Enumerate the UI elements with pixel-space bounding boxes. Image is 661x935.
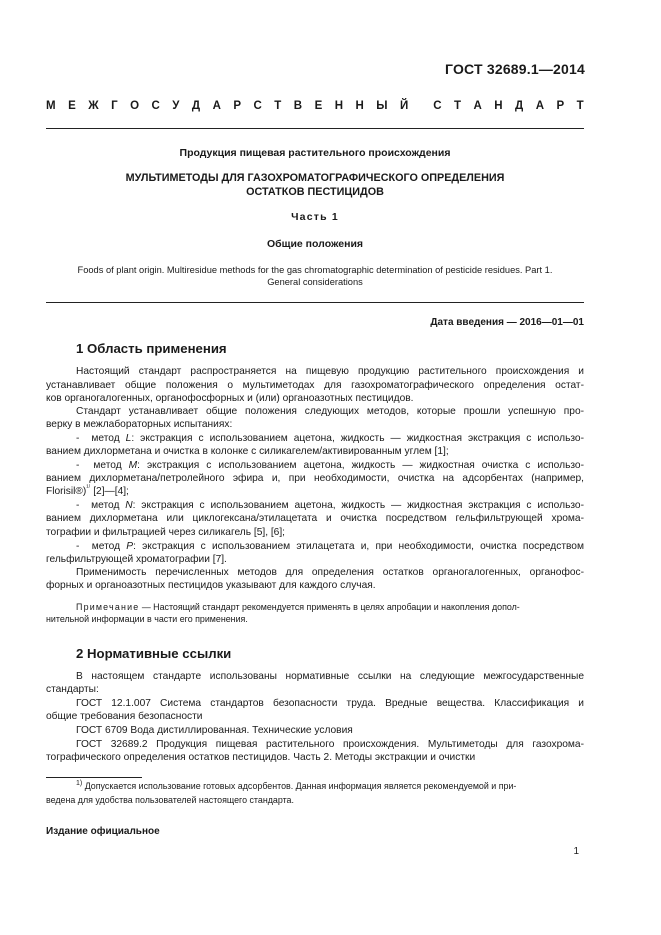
banner-letter: Т [453, 100, 462, 112]
banner-letter: Т [274, 100, 282, 112]
body-line: ков органогалогенных, органофосфорных и (или) органоазотных пестицидов. [46, 393, 414, 404]
banner-letter: Д [515, 100, 524, 112]
note-text: — Настоящий стандарт рекомендуется применять в целях апробации и накопления допол- [139, 602, 520, 612]
part-title: Общие положения [266, 238, 364, 250]
official-edition-label: Издание официальное [46, 826, 160, 837]
body-line: тографии и фильтрацией через силикагель [5], [6]; [46, 527, 286, 538]
body-line: гельфильтрующей хроматографии [7]. [46, 554, 227, 565]
banner-letter: Е [68, 100, 76, 112]
body-line: Применимость перечисленных методов для определения остатков органогалогенных, органофос- [76, 567, 584, 578]
body-line: общие требования безопасности [46, 711, 203, 722]
note-line-1 [76, 601, 584, 613]
banner-letter: Н [355, 100, 364, 112]
banner-letter: Ж [88, 100, 99, 112]
title-rule [46, 302, 584, 303]
footnote-marker: 1) [76, 780, 83, 788]
footnote-line-2: ведена для удобства пользователей настоящего стандарта. [46, 795, 294, 805]
english-title-line-2: General considerations [267, 277, 363, 287]
section-1-heading: 1 Область применения [76, 341, 227, 356]
interstate-standard-banner [46, 100, 584, 112]
banner-letter: У [172, 100, 180, 112]
banner-letter: Р [233, 100, 242, 112]
method-p-line: - метод P: экстракция с использованием этилацетата и, при необходимости, очистка посредством [76, 541, 584, 552]
banner-letter: Т [576, 100, 584, 112]
english-title-line-1: Foods of plant origin. Multiresidue methods for the gas chromatographic determination of pesticide residues. Part 1. [77, 265, 553, 275]
introduction-date: Дата введения — 2016—01—01 [430, 317, 584, 328]
body-line: стандарты: [46, 684, 99, 695]
banner-letter: Р [556, 100, 565, 112]
section-2-heading: 2 Нормативные ссылки [76, 646, 232, 661]
main-title-line-2: ОСТАТКОВ ПЕСТИЦИДОВ [246, 186, 384, 198]
note-line-2: нительной информации в части его применения. [46, 614, 248, 624]
florisil-line [46, 486, 584, 498]
banner-letter: М [46, 100, 56, 112]
header-rule [46, 128, 584, 129]
note-label: Примечание [76, 602, 140, 612]
banner-letter: Г [111, 100, 118, 112]
banner-letter: Д [191, 100, 201, 112]
body-line: верку в межлабораторных испытаниях: [46, 419, 233, 430]
product-subtitle: Продукция пищевая растительного происхождения [179, 147, 451, 159]
body-line: ванием дихлорметана и очистка в колонке с силикагелем/активированным углем [1]; [46, 446, 449, 457]
body-line: Настоящий стандарт распространяется на пищевую продукцию растительного происхождения и [76, 366, 584, 377]
banner-letter: Е [314, 100, 323, 112]
banner-letter: С [433, 100, 442, 112]
footnote-separator [46, 777, 142, 778]
banner-letter: С [253, 100, 262, 112]
banner-letter: А [212, 100, 221, 112]
banner-letter: С [151, 100, 160, 112]
banner-letter: Н [494, 100, 503, 112]
body-line: форных и органоазотных пестицидов указывают для каждого случая. [46, 580, 376, 591]
main-title-line-1: МУЛЬТИМЕТОДЫ ДЛЯ ГАЗОХРОМАТОГРАФИЧЕСКОГО ОПРЕДЕЛЕНИЯ [125, 172, 505, 184]
body-line: тографического определения остатков пестицидов. Часть 2. Методы экстракции и очистки [46, 752, 476, 763]
method-l-line: - метод L: экстракция с использованием ацетона, жидкость — жидкостная экстракция с использо- [76, 433, 584, 444]
body-line: ГОСТ 32689.2 Продукция пищевая растительного происхождения. Мультиметоды для газохрома- [76, 739, 584, 750]
banner-letter: Н [334, 100, 344, 112]
footnote-reference: ¹⁾ [86, 484, 91, 492]
body-line: устанавливает общие положения о мультиметодах для газохроматографического определения остат- [46, 380, 584, 391]
method-n-line: - метод N: экстракция с использованием ацетона, жидкость — жидкостная экстракция с использо- [76, 500, 584, 511]
body-line: ГОСТ 12.1.007 Система стандартов безопасности труда. Вредные вещества. Классификация и [76, 698, 584, 709]
gost-identifier: ГОСТ 32689.1—2014 [445, 61, 585, 77]
body-line: ГОСТ 6709 Вода дистиллированная. Технические условия [76, 725, 353, 736]
banner-letter: Й [400, 100, 409, 112]
body-line: Стандарт устанавливает общие положения следующих методов, которые прошли успешную про- [76, 406, 584, 417]
banner-letter: В [293, 100, 303, 112]
footnote-text: Допускается использование готовых адсорбентов. Данная информация является рекомендуемой и при- [82, 781, 517, 791]
reference-text: [2]—[4]; [90, 486, 129, 497]
banner-letter: А [473, 100, 482, 112]
page-number: 1 [573, 846, 579, 857]
part-number: Часть 1 [291, 211, 339, 223]
banner-letter: А [535, 100, 545, 112]
footnote-line-1 [76, 780, 584, 792]
banner-letter: Ы [376, 100, 388, 112]
florisil-text: Florisil®) [46, 486, 87, 497]
banner-letter: О [130, 100, 140, 112]
body-line: ванием дихлорметана или циклогексана/этилацетата и очистка посредством гельфильтрующей хрома- [46, 513, 584, 524]
body-line: В настоящем стандарте использованы нормативные ссылки на следующие межгосударственные [76, 671, 584, 682]
body-line: ванием дихлорметана/петролейного эфира и, при необходимости, очистка на адсорбентах (например, [46, 473, 584, 484]
method-m-line: - метод M: экстракция с использованием ацетона, жидкость — жидкостная очистка с использо- [76, 460, 584, 471]
